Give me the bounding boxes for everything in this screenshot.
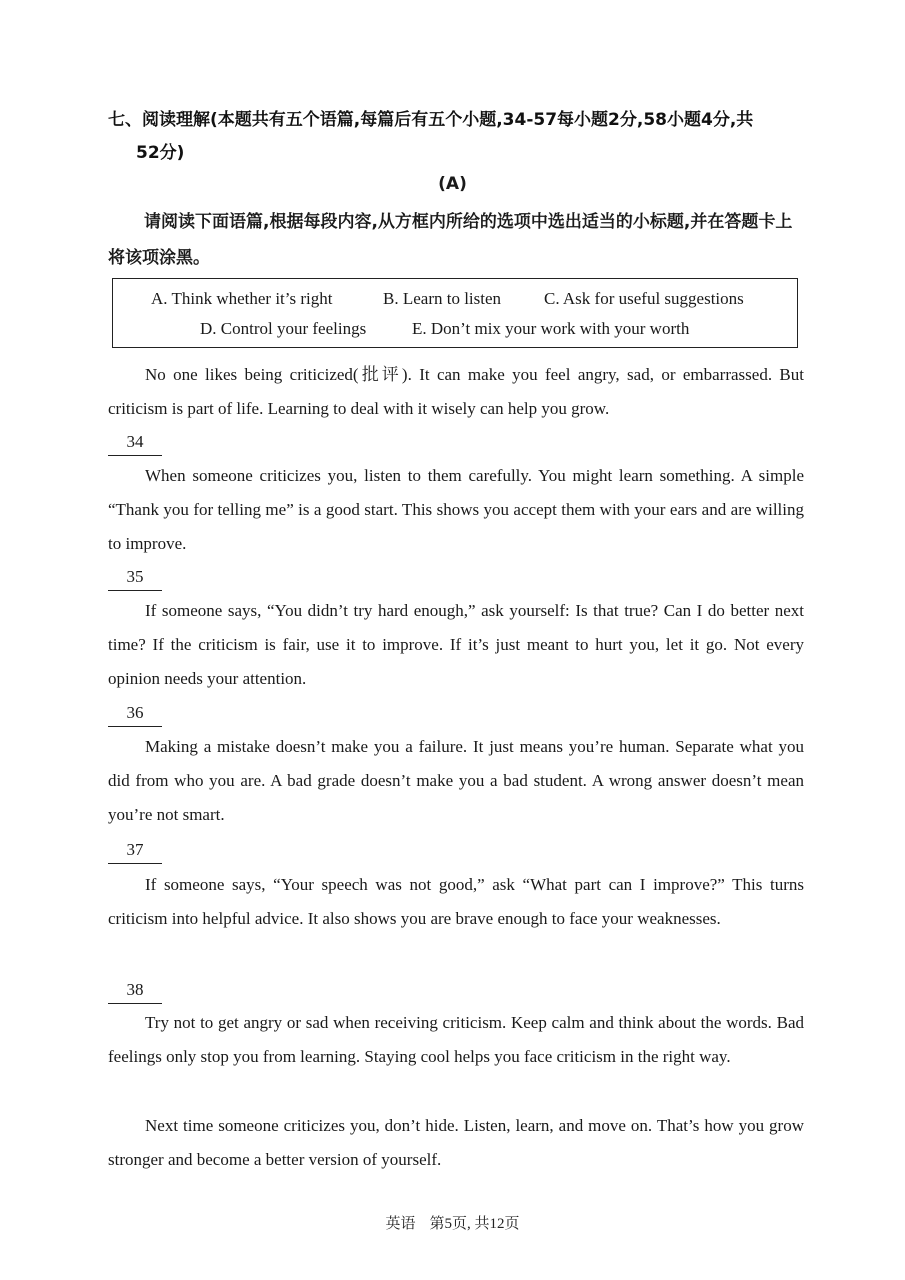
- options-row-2: [113, 315, 797, 343]
- option-a: A. Think whether it’s right: [151, 289, 333, 308]
- page-footer: [0, 1212, 905, 1233]
- footer-page-number: 第5页, 共12页: [429, 1216, 520, 1232]
- paragraph-conclusion: Next time someone criticizes you, don’t hide. Listen, learn, and move on. That’s how you grow stronger and become a better version of yourself.: [108, 1116, 804, 1169]
- answer-blank-34: 34: [108, 431, 162, 456]
- passage-label: (A): [438, 174, 467, 194]
- instruction-text: 请阅读下面语篇,根据每段内容,从方框内所给的选项中选出适当的小标题,并在答题卡上将该项涂黑。: [108, 212, 793, 268]
- options-box: [112, 278, 798, 348]
- footer-subject: 英语: [385, 1216, 416, 1232]
- answer-blank-35: 35: [108, 566, 162, 591]
- option-d: D. Control your feelings: [200, 319, 367, 338]
- paragraph-34: When someone criticizes you, listen to them carefully. You might learn something. A simple “Thank you for telling me” is a good start. This shows you accept them with your ears and are willing to improve.: [108, 466, 804, 553]
- paragraph-intro: No one likes being criticized(批评). It can make you feel angry, sad, or embarrassed. But criticism is part of life. Learning to deal with it wisely can help you grow.: [108, 365, 804, 418]
- paragraph-36: Making a mistake doesn’t make you a failure. It just means you’re human. Separate what you did from who you are. A bad grade doesn’t make you a bad student. A wrong answer doesn’t mean you’re not smart.: [108, 737, 804, 824]
- option-c: C. Ask for useful suggestions: [544, 289, 744, 308]
- option-e: E. Don’t mix your work with your worth: [412, 319, 690, 338]
- options-row-1: [113, 285, 797, 313]
- option-b: B. Learn to listen: [383, 289, 502, 308]
- answer-blank-37: 37: [108, 839, 162, 864]
- answer-blank-36: 36: [108, 702, 162, 727]
- section-title-line1: 七、阅读理解(本题共有五个语篇,每篇后有五个小题,34-57每小题2分,58小题4分,共: [108, 110, 754, 130]
- paragraph-35: If someone says, “You didn’t try hard enough,” ask yourself: Is that true? Can I do better next time? If the criticism is fair, use it to improve. If it’s just meant to hurt you, let it go. Not every opinion needs your attention.: [108, 601, 804, 688]
- answer-blank-38: 38: [108, 979, 162, 1004]
- section-title-line2: 52分): [136, 143, 185, 163]
- paragraph-37: If someone says, “Your speech was not good,” ask “What part can I improve?” This turns criticism into helpful advice. It also shows you are brave enough to face your weaknesses.: [108, 875, 804, 928]
- section-title: [108, 104, 808, 170]
- paragraph-38: Try not to get angry or sad when receiving criticism. Keep calm and think about the words. Bad feelings only stop you from learning. Staying cool helps you face criticism in the right way.: [108, 1013, 804, 1066]
